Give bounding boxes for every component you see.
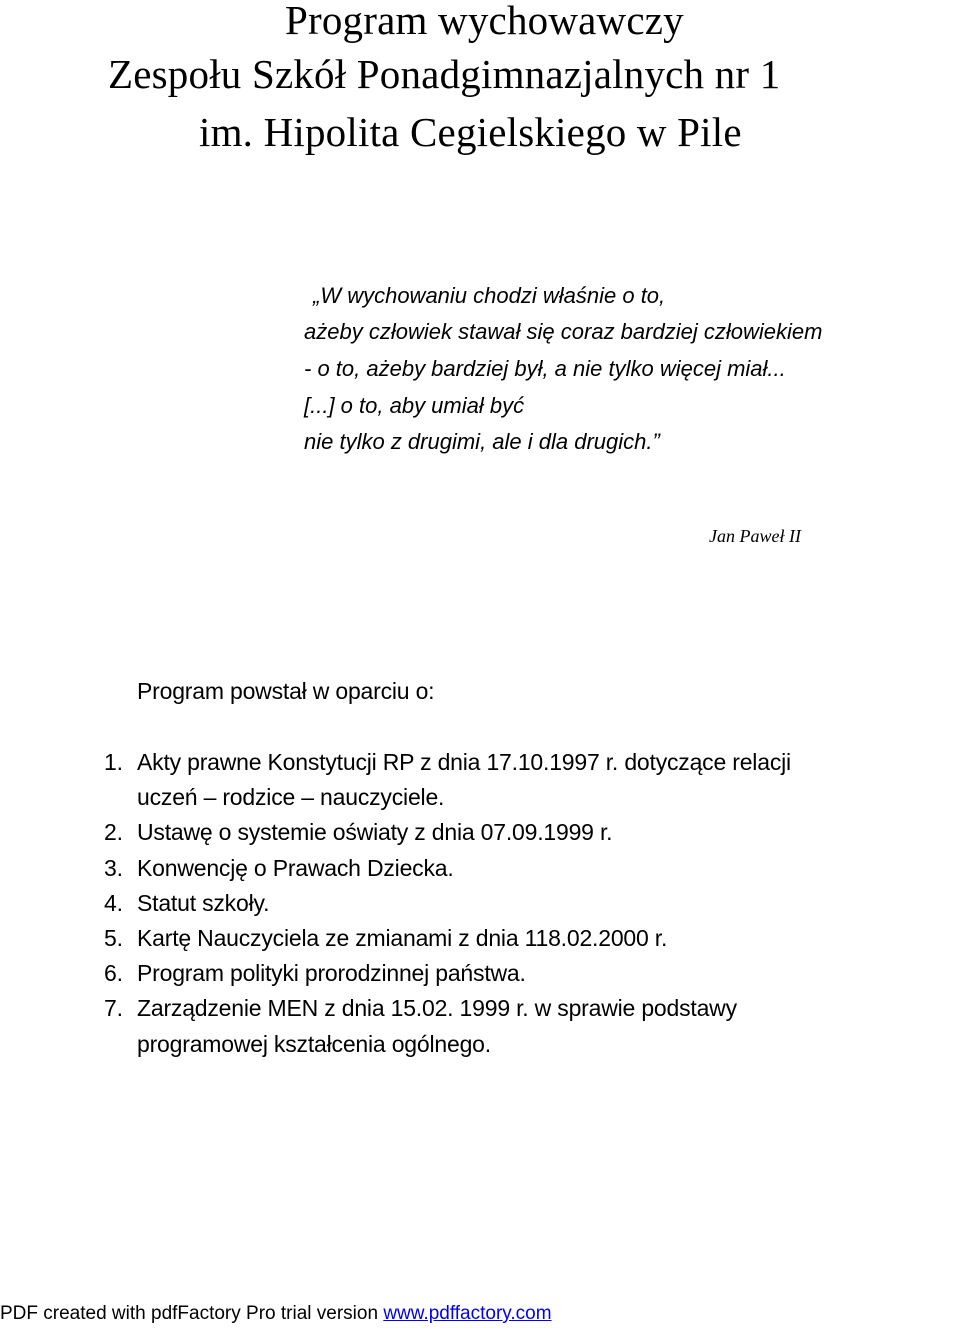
reference-text: Kartę Nauczyciela ze zmianami z dnia 118.02.2000 r.: [137, 925, 668, 951]
motto-line-2: ażeby człowiek stawał się coraz bardziej człowiekiem: [304, 319, 823, 344]
reference-text: Statut szkoły.: [137, 890, 270, 916]
reference-text: Ustawę o systemie oświaty z dnia 07.09.1999 r.: [137, 819, 613, 845]
reference-number: 1.: [104, 749, 123, 775]
reference-number: 6.: [104, 960, 123, 986]
title-line-3: im. Hipolita Cegielskiego w Pile: [199, 109, 742, 155]
reference-number: 5.: [104, 925, 123, 951]
reference-number: 7.: [104, 995, 123, 1021]
motto-author: Jan Paweł II: [709, 526, 801, 546]
footer-text: PDF created with pdfFactory Pro trial version: [0, 1303, 384, 1324]
reference-text: Zarządzenie MEN z dnia 15.02. 1999 r. w sprawie podstawy: [137, 995, 737, 1021]
pdf-watermark-footer: [0, 1301, 552, 1327]
reference-text: Akty prawne Konstytucji RP z dnia 17.10.1997 r. dotyczące relacji: [137, 749, 791, 775]
reference-number: 3.: [104, 855, 123, 881]
reference-text: Konwencję o Prawach Dziecka.: [137, 855, 454, 881]
motto-line-3: - o to, ażeby bardziej był, a nie tylko więcej miał...: [304, 356, 786, 381]
reference-text: Program polityki prorodzinnej państwa.: [137, 960, 526, 986]
motto-line-5: nie tylko z drugimi, ale i dla drugich.”: [304, 429, 660, 454]
motto-line-1: „W wychowaniu chodzi właśnie o to,: [313, 283, 666, 308]
reference-number: 4.: [104, 890, 123, 916]
title-line-1: Program wychowawczy: [285, 0, 684, 43]
reference-text: programowej kształcenia ogólnego.: [137, 1031, 491, 1057]
title-line-2: Zespołu Szkół Ponadgimnazjalnych nr 1: [108, 51, 781, 97]
reference-number: 2.: [104, 819, 123, 845]
pdffactory-link[interactable]: www.pdffactory.com: [383, 1303, 552, 1324]
reference-text: uczeń – rodzice – nauczyciele.: [137, 784, 445, 810]
motto-line-4: [...] o to, aby umiał być: [304, 393, 525, 418]
basis-heading: Program powstał w oparciu o:: [137, 678, 435, 704]
